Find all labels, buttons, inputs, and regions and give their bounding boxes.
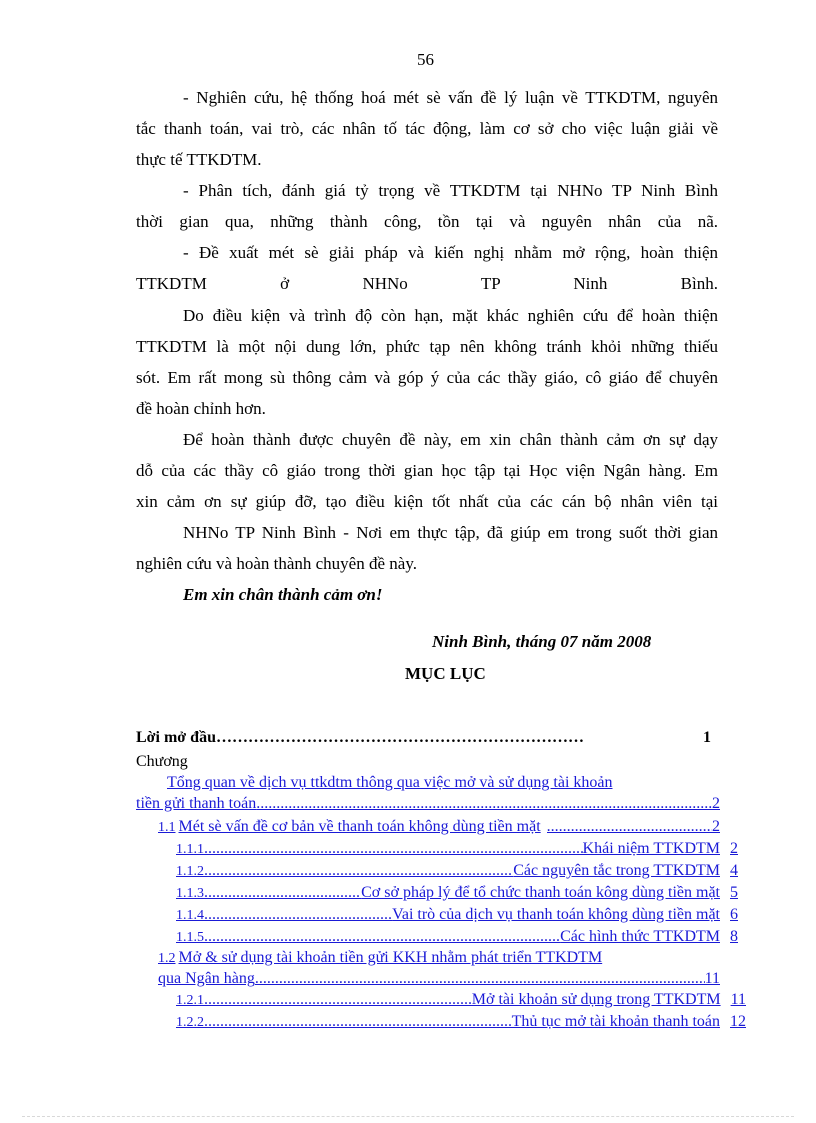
toc-leader	[204, 862, 513, 880]
toc-item-1-1-5[interactable]	[176, 928, 738, 946]
toc-item-num: 1.1.5	[176, 930, 204, 945]
toc-item-num: 1.1.2	[176, 864, 204, 879]
toc-item-title: Vai trò của dịch vụ thanh toán không dùng tiền mặt	[392, 906, 720, 923]
thanks-line: Em xin chân thành cảm ơn!	[183, 585, 383, 604]
toc-chapter1-link-cont[interactable]	[136, 795, 720, 813]
toc-page: 11	[730, 991, 746, 1008]
toc-item-num: 1.2.1	[176, 993, 204, 1008]
toc-section-1-1[interactable]	[158, 818, 720, 836]
toc-leader	[204, 1013, 512, 1031]
toc-chapter-label: Chương	[136, 753, 188, 770]
paragraph-line: tắc thanh toán, vai trò, các nhân tố tác động, làm cơ sở cho việc luận giải về	[136, 119, 718, 138]
toc-item-1-1-4[interactable]	[176, 906, 738, 924]
toc-item-1-1-3[interactable]	[176, 884, 738, 902]
toc-page: 11	[704, 970, 720, 987]
toc-item-num: 1.1.3	[176, 886, 204, 901]
paragraph-line: Để hoàn thành được chuyên đề này, em xin chân thành cảm ơn sự dạy	[183, 430, 718, 449]
toc-item-title: Cơ sở pháp lý để tổ chức thanh toán kông dùng tiền mặt	[361, 884, 720, 901]
paragraph-line: NHNo TP Ninh Bình - Nơi em thực tập, đã giúp em trong suốt thời gian	[183, 523, 718, 542]
toc-section-title: Mở & sử dụng tài khoản tiền gửi KKH nhằm phát triển TTKDTM	[178, 949, 603, 966]
toc-section-1-2[interactable]	[158, 949, 698, 967]
toc-item-1-1-1[interactable]	[176, 840, 738, 858]
toc-page: 4	[730, 862, 738, 879]
paragraph-line: đề hoàn chỉnh hơn.	[136, 399, 266, 418]
paragraph-line: TTKDTM là một nội dung lớn, phức tạp nên không tránh khỏi những thiếu	[136, 337, 718, 356]
toc-intro	[136, 729, 711, 747]
page-bottom-border	[22, 1116, 794, 1117]
paragraph-line: - Đề xuất mét sè giải pháp và kiến nghị nhằm mở rộng, hoàn thiện	[183, 243, 718, 262]
toc-section-num: 1.2	[158, 951, 176, 966]
toc-item-1-2-2[interactable]	[176, 1013, 746, 1031]
toc-item-title: Khái niệm TTKDTM	[582, 840, 720, 857]
toc-intro-page: 1	[703, 729, 711, 746]
toc-section-line2: qua Ngân hàng	[158, 970, 255, 987]
toc-item-title: Mở tài khoản sử dụng trong TTKDTM	[471, 991, 721, 1008]
toc-chapter1-line2: tiền gửi thanh toán	[136, 795, 257, 812]
toc-page: 2	[712, 795, 720, 812]
toc-leader	[204, 884, 361, 902]
toc-item-num: 1.1.1	[176, 842, 204, 857]
toc-leader	[204, 928, 560, 946]
toc-page: 12	[730, 1013, 746, 1030]
toc-page: 5	[730, 884, 738, 901]
place-date: Ninh Bình, tháng 07 năm 2008	[432, 632, 652, 651]
paragraph-line: dỗ của các thầy cô giáo trong thời gian học tập tại Học viện Ngân hàng. Em	[136, 461, 718, 480]
paragraph-line: TTKDTM ở NHNo TP Ninh Bình.	[136, 274, 718, 293]
toc-item-title: Các nguyên tắc trong TTKDTM	[513, 862, 720, 879]
paragraph-line: - Nghiên cứu, hệ thống hoá mét sè vấn đề lý luận về TTKDTM, nguyên	[183, 88, 718, 107]
toc-intro-dots: ……………………………………………………………	[215, 729, 584, 746]
paragraph-line: nghiên cứu và hoàn thành chuyên đề này.	[136, 554, 417, 573]
paragraph-line: Do điều kiện và trình độ còn hạn, mặt khác nghiên cứu để hoàn thiện	[183, 306, 718, 325]
toc-item-1-2-1[interactable]	[176, 991, 746, 1009]
paragraph-line: thực tế TTKDTM.	[136, 150, 262, 169]
toc-page: 2	[730, 840, 738, 857]
toc-item-num: 1.1.4	[176, 908, 204, 923]
paragraph-line: - Phân tích, đánh giá tỷ trọng về TTKDTM tại NHNo TP Ninh Bình	[183, 181, 718, 200]
toc-page: 2	[712, 818, 720, 835]
toc-leader	[255, 970, 705, 988]
toc-section-1-2-cont[interactable]	[158, 970, 720, 988]
page-number: 56	[417, 50, 434, 69]
toc-item-title: Các hình thức TTKDTM	[560, 928, 720, 945]
toc-item-1-1-2[interactable]	[176, 862, 738, 880]
toc-leader	[204, 906, 392, 924]
toc-section-title: Mét sè vấn đề cơ bản về thanh toán không dùng tiền mặt	[178, 818, 541, 835]
toc-leader	[204, 840, 583, 858]
paragraph-line: sót. Em rất mong sù thông cảm và góp ý của các thầy giáo, cô giáo để chuyên	[136, 368, 718, 387]
toc-chapter1-link[interactable]: Tổng quan về dịch vụ ttkdtm thông qua việc mở và sử dụng tài khoản	[167, 774, 613, 791]
toc-intro-label: Lời mở đầu	[136, 729, 216, 746]
toc-page: 8	[730, 928, 738, 945]
toc-page: 6	[730, 906, 738, 923]
toc-title: MỤC LỤC	[405, 664, 486, 683]
toc-item-title: Thủ tục mở tài khoản thanh toán	[511, 1013, 720, 1030]
paragraph-line: thời gian qua, những thành công, tồn tại và nguyên nhân của nã.	[136, 212, 718, 231]
toc-section-num: 1.1	[158, 820, 176, 835]
toc-item-num: 1.2.2	[176, 1015, 204, 1030]
toc-leader	[204, 991, 472, 1009]
toc-leader	[256, 795, 712, 813]
toc-leader	[547, 818, 712, 836]
paragraph-line: xin cảm ơn sự giúp đỡ, tạo điều kiện tốt nhất của các cán bộ nhân viên tại	[136, 492, 718, 511]
